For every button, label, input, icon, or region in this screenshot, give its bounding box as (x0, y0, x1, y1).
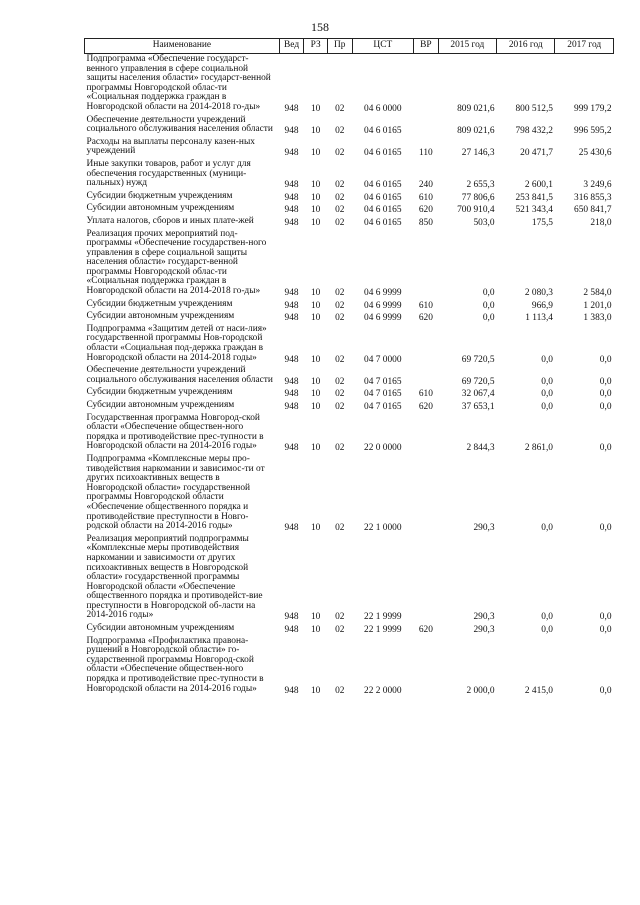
row-ved: 948 (284, 402, 299, 412)
header-ved: Вед (279, 39, 304, 54)
row-rz: 10 (310, 402, 321, 412)
table-row (85, 413, 614, 454)
row-2015: 69 720,5 (461, 354, 495, 365)
row-vr: 620 (418, 205, 433, 216)
row-cst: 04 6 0165 (364, 148, 402, 159)
row-name: Уплата налогов, сборов и иных плате-жей (86, 215, 254, 226)
row-cst: 04 7 0165 (364, 402, 402, 412)
row-ved: 948 (284, 217, 299, 228)
row-vr (414, 534, 439, 623)
row-name: Иные закупки товаров, работ и услуг для обеспечения государственных (муници-пальных) нужд (86, 158, 251, 189)
row-2016: 175,5 (531, 217, 553, 228)
row-2016: 0,0 (541, 402, 553, 412)
row-rz: 10 (310, 354, 321, 365)
row-name: Субсидии автономным учреждениям (86, 623, 235, 634)
row-2016: 2 080,3 (524, 288, 553, 299)
row-2016: 521 343,4 (515, 205, 553, 216)
row-vr: 240 (418, 180, 433, 191)
row-2017: 999 179,2 (574, 103, 612, 114)
row-pr: 02 (335, 217, 345, 228)
header-2016: 2016 год (497, 39, 555, 54)
row-2017: 0,0 (599, 376, 612, 387)
row-rz: 10 (310, 192, 321, 203)
row-ved: 948 (284, 148, 299, 159)
row-2016: 0,0 (541, 376, 553, 387)
row-2016: 20 471,7 (520, 148, 553, 159)
row-rz: 10 (310, 126, 321, 137)
row-2017: 0,0 (599, 354, 612, 365)
row-2017: 1 201,0 (583, 300, 612, 311)
table-row (85, 203, 614, 216)
row-ved: 948 (284, 389, 299, 400)
row-pr: 02 (335, 192, 345, 203)
row-name: Субсидии бюджетным учреждениям (86, 190, 233, 201)
row-2015: 290,3 (473, 523, 495, 534)
table-row (85, 229, 614, 299)
row-ved: 948 (284, 288, 299, 299)
row-vr: 620 (418, 313, 433, 324)
row-cst: 22 2 0000 (364, 685, 402, 696)
table-row (85, 191, 614, 204)
row-2017: 0,0 (599, 685, 612, 696)
row-ved: 948 (284, 625, 299, 636)
row-2015: 2 844,3 (466, 443, 495, 454)
row-cst: 04 6 9999 (364, 313, 402, 324)
row-rz: 10 (310, 389, 321, 400)
row-2016: 0,0 (541, 389, 553, 400)
row-rz: 10 (310, 103, 321, 114)
row-pr: 02 (335, 402, 345, 412)
row-rz: 10 (310, 300, 321, 311)
row-2016: 2 415,0 (524, 685, 553, 696)
row-cst: 22 1 9999 (364, 612, 402, 623)
row-name: Подпрограмма «Комплексные меры про-тиводействия наркомании и зависимос-ти от других психоактивных веществ в Новгородской области» государственной программы Новгородской области «Обеспечение общественного порядка и противодействие преступности в Новго-родской области на 2014-2016 годы» (86, 453, 265, 532)
row-rz: 10 (310, 376, 321, 387)
header-pr: Пр (327, 39, 352, 54)
row-2017: 1 383,0 (583, 313, 612, 324)
row-cst: 04 7 0000 (364, 354, 402, 365)
row-name: Субсидии бюджетным учреждениям (86, 387, 233, 398)
row-pr: 02 (335, 354, 345, 365)
row-rz: 10 (310, 685, 321, 696)
table-row (85, 454, 614, 534)
row-vr (414, 229, 439, 299)
row-2016: 2 861,0 (524, 443, 553, 454)
table-row (85, 159, 614, 191)
row-name: Субсидии автономным учреждениям (86, 400, 235, 410)
row-ved: 948 (284, 523, 299, 534)
row-2016: 966,9 (531, 300, 553, 311)
table-row (85, 636, 614, 697)
row-vr (414, 54, 439, 115)
row-vr: 620 (418, 402, 433, 412)
row-2015: 0,0 (482, 288, 495, 299)
table-row (85, 115, 614, 137)
row-cst: 04 6 0165 (364, 217, 402, 228)
row-pr: 02 (335, 180, 345, 191)
row-2015: 0,0 (482, 300, 495, 311)
row-cst: 04 6 9999 (364, 300, 402, 311)
row-cst: 22 1 9999 (364, 625, 402, 636)
row-2015: 37 653,1 (461, 402, 495, 412)
row-cst: 04 6 0165 (364, 192, 402, 203)
row-pr: 02 (335, 205, 345, 216)
row-cst: 04 6 0165 (364, 126, 402, 137)
header-2017: 2017 год (555, 39, 614, 54)
row-2016: 0,0 (541, 523, 553, 534)
table-row (85, 400, 614, 413)
header-vr: ВР (414, 39, 439, 54)
row-2015: 2 655,3 (466, 180, 495, 191)
row-rz: 10 (310, 313, 321, 324)
row-ved: 948 (284, 354, 299, 365)
row-2016: 800 512,5 (515, 103, 553, 114)
row-2016: 0,0 (541, 354, 553, 365)
row-pr: 02 (335, 612, 345, 623)
row-name: Подпрограмма «Обеспечение государст-венного управления в сфере социальной защиты населения области» государст-венной программы Новгородской облас-ти «Социальная поддержка граждан в Новгородской области на 2014-2018 го-ды» (86, 54, 271, 112)
row-2016: 0,0 (541, 625, 553, 636)
row-pr: 02 (335, 103, 345, 114)
row-2017: 0,0 (599, 402, 612, 412)
row-name: Субсидии бюджетным учреждениям (86, 298, 233, 309)
row-2016: 798 432,2 (515, 126, 553, 137)
row-pr: 02 (335, 300, 345, 311)
row-pr: 02 (335, 389, 345, 400)
row-2015: 69 720,5 (461, 376, 495, 387)
row-name: Субсидии автономным учреждениям (86, 311, 235, 322)
row-cst: 04 6 9999 (364, 288, 402, 299)
table-row (85, 365, 614, 387)
row-rz: 10 (310, 523, 321, 534)
row-rz: 10 (310, 288, 321, 299)
row-rz: 10 (310, 148, 321, 159)
row-name: Подпрограмма «Защитим детей от наси-лия» государственной программы Нов-городской области «Социальная под-держка граждан в Новгородской области на 2014-2018 годы» (86, 323, 267, 363)
row-ved: 948 (284, 205, 299, 216)
row-name: Реализация прочих мероприятий под-программы «Обеспечение государствен-ного управления в сфере социальной защиты населения области» государст-венной программы Новгородской облас-ти «Социальная поддержка граждан в Новгородской области на 2014-2018 го-ды» (86, 228, 267, 297)
row-2016: 253 841,5 (515, 192, 553, 203)
row-vr (414, 115, 439, 137)
row-ved: 948 (284, 685, 299, 696)
row-pr: 02 (335, 126, 345, 137)
row-2016: 1 113,4 (525, 313, 553, 324)
table-row (85, 534, 614, 623)
row-pr: 02 (335, 443, 345, 454)
row-2017: 0,0 (599, 523, 612, 534)
table-row (85, 324, 614, 365)
row-2015: 809 021,6 (457, 126, 495, 137)
row-vr (414, 413, 439, 454)
row-rz: 10 (310, 625, 321, 636)
row-2015: 77 806,6 (461, 192, 495, 203)
table-row (85, 137, 614, 159)
row-2017: 0,0 (599, 443, 612, 454)
row-2017: 3 249,6 (583, 180, 612, 191)
row-cst: 04 6 0000 (364, 103, 402, 114)
row-ved: 948 (284, 313, 299, 324)
row-2015: 700 910,4 (457, 205, 495, 216)
row-2015: 503,0 (473, 217, 495, 228)
row-2015: 290,3 (473, 625, 495, 636)
row-pr: 02 (335, 685, 345, 696)
row-2017: 218,0 (590, 217, 612, 228)
table-row (85, 623, 614, 636)
row-cst: 22 1 0000 (364, 523, 402, 534)
row-2015: 27 146,3 (461, 148, 495, 159)
row-rz: 10 (310, 443, 321, 454)
row-2016: 2 600,1 (524, 180, 553, 191)
table-body (85, 54, 614, 697)
row-ved: 948 (284, 612, 299, 623)
table-row (85, 387, 614, 400)
header-cst: ЦСТ (352, 39, 414, 54)
table-header-row (85, 39, 614, 54)
row-2016: 0,0 (541, 612, 553, 623)
row-ved: 948 (284, 180, 299, 191)
header-name: Наименование (85, 39, 280, 54)
row-2017: 316 855,3 (574, 192, 612, 203)
row-pr: 02 (335, 148, 345, 159)
row-pr: 02 (335, 523, 345, 534)
row-2017: 0,0 (599, 625, 612, 636)
row-vr (414, 365, 439, 387)
row-2017: 0,0 (599, 612, 612, 623)
row-vr (414, 324, 439, 365)
table-row (85, 311, 614, 324)
row-name: Подпрограмма «Профилактика правона-рушений в Новгородской области» го-сударственной программы Новгород-ской области «Обеспечение обществен-ного порядка и противодействие прес-тупности в Новгородской области на 2014-2016 годы» (86, 635, 264, 694)
row-2015: 2 000,0 (466, 685, 495, 696)
row-vr (414, 636, 439, 697)
row-2015: 32 067,4 (461, 389, 495, 400)
row-rz: 10 (310, 612, 321, 623)
row-ved: 948 (284, 126, 299, 137)
row-cst: 22 0 0000 (364, 443, 402, 454)
row-name: Обеспечение деятельности учреждений социального обслуживания населения области (86, 114, 273, 135)
row-ved: 948 (284, 300, 299, 311)
budget-table (84, 38, 614, 696)
row-pr: 02 (335, 376, 345, 387)
row-name: Расходы на выплаты персоналу казен-ных учреждений (86, 136, 255, 157)
row-rz: 10 (310, 180, 321, 191)
row-ved: 948 (284, 103, 299, 114)
row-name: Реализация мероприятий подпрограммы «Комплексные меры противодействия наркомании и зависимости от других психоактивных веществ в Новгородской области» государственной программы Новгородской области «Обеспечение общественного порядка и противодейст-вие преступности в Новгородской об-ласти на 2014-2016 годы» (86, 533, 263, 621)
row-cst: 04 6 0165 (364, 205, 402, 216)
row-vr: 620 (418, 625, 433, 636)
row-name: Государственная программа Новгород-ской области «Обеспечение обществен-ного порядка и противодействие прес-тупности в Новгородской области на 2014-2016 годы» (86, 412, 264, 452)
row-pr: 02 (335, 625, 345, 636)
row-rz: 10 (310, 205, 321, 216)
row-2017: 25 430,6 (578, 148, 612, 159)
row-ved: 948 (284, 376, 299, 387)
row-ved: 948 (284, 192, 299, 203)
row-vr: 610 (418, 389, 433, 400)
row-name: Обеспечение деятельности учреждений социального обслуживания населения области (86, 365, 273, 385)
page-number: 158 (311, 20, 329, 34)
row-vr: 610 (418, 192, 433, 203)
row-2017: 0,0 (599, 389, 612, 400)
header-rz: РЗ (304, 39, 328, 54)
row-rz: 10 (310, 217, 321, 228)
row-name: Субсидии автономным учреждениям (86, 203, 235, 214)
row-pr: 02 (335, 288, 345, 299)
row-2017: 650 841,7 (574, 205, 612, 216)
row-vr: 110 (418, 148, 433, 159)
table-row (85, 54, 614, 115)
row-vr: 610 (418, 300, 433, 311)
row-pr: 02 (335, 313, 345, 324)
header-2015: 2015 год (438, 39, 496, 54)
row-cst: 04 7 0165 (364, 389, 402, 400)
row-2015: 809 021,6 (457, 103, 495, 114)
row-2015: 290,3 (473, 612, 495, 623)
row-cst: 04 7 0165 (364, 376, 402, 387)
row-2015: 0,0 (482, 313, 495, 324)
row-2017: 2 584,0 (583, 288, 612, 299)
table-row (85, 299, 614, 312)
row-vr (414, 454, 439, 534)
row-vr: 850 (418, 217, 433, 228)
row-ved: 948 (284, 443, 299, 454)
table-row (85, 216, 614, 229)
row-cst: 04 6 0165 (364, 180, 402, 191)
row-2017: 996 595,2 (574, 126, 612, 137)
